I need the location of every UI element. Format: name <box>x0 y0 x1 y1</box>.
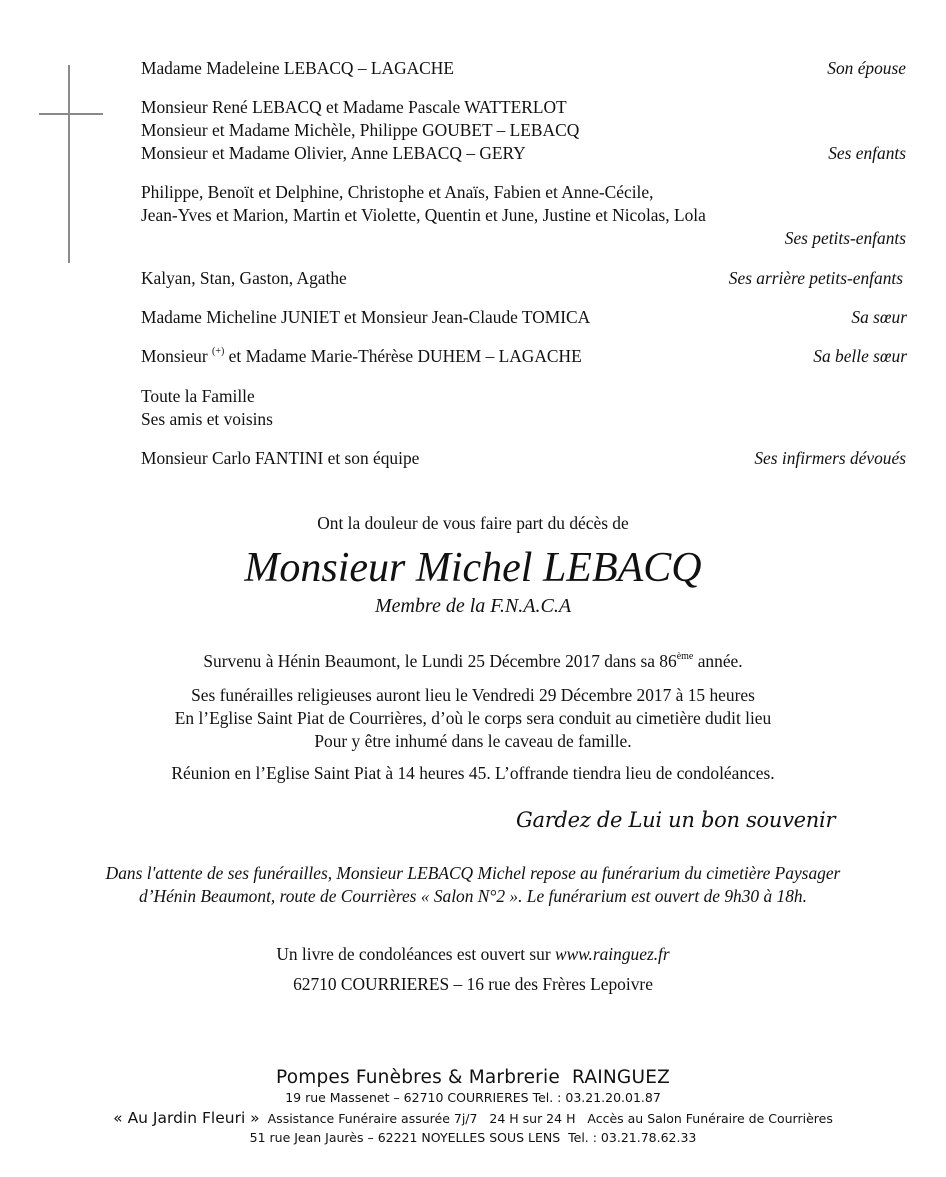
funeral-line: Ses funérailles religieuses auront lieu le Vendredi 29 Décembre 2017 à 15 heures <box>191 685 755 705</box>
family-entry-grandchildren <box>141 181 906 248</box>
deceased-marker: (+) <box>212 346 225 357</box>
funeral-details <box>0 684 946 753</box>
family-entry-friends <box>141 385 906 431</box>
family-names: Monsieur Carlo FANTINI et son équipe <box>141 448 420 468</box>
gathering-details: Réunion en l’Eglise Saint Piat à 14 heures 45. L’offrande tiendra lieu de condoléances. <box>171 763 775 783</box>
family-names: Kalyan, Stan, Gaston, Agathe <box>141 268 347 288</box>
family-entry-sister-in-law <box>141 345 906 368</box>
branch-name: « Au Jardin Fleuri » <box>113 1109 260 1127</box>
deceased-name: Monsieur Michel LEBACQ <box>244 545 702 591</box>
announcement-intro: Ont la douleur de vous faire part du décès de <box>317 513 629 533</box>
death-details: Survenu à Hénin Beaumont, le Lundi 25 Décembre 2017 dans sa 86ème année. <box>203 651 743 671</box>
family-relation: Son épouse <box>827 58 906 78</box>
company-address: 19 rue Massenet – 62710 COURRIERES Tel. : 03.21.20.01.87 <box>285 1090 661 1105</box>
condolences-address: 62710 COURRIERES – 16 rue des Frères Lepoivre <box>293 974 653 994</box>
family-entry-sister <box>141 306 906 329</box>
condolences-notice: Un livre de condoléances est ouvert sur www.rainguez.fr <box>276 944 670 964</box>
family-relation: Ses arrière petits-enfants <box>728 268 903 288</box>
cross-vertical-bar <box>68 65 70 263</box>
funeral-line: En l’Eglise Saint Piat de Courrières, d’où le corps sera conduit au cimetière dudit lieu <box>174 708 772 728</box>
family-names: Madame Micheline JUNIET et Monsieur Jean-Claude TOMICA <box>141 307 591 327</box>
family-entry-spouse <box>141 57 906 80</box>
family-names: Philippe, Benoït et Delphine, Christophe et Anaïs, Fabien et Anne-Cécile, Jean-Yves et Marion, Martin et Violette, Quentin et June, Justine et Nicolas, Lola <box>141 182 706 225</box>
family-relation: Ses petits-enfants <box>784 228 906 248</box>
family-relation: Sa sœur <box>851 307 907 327</box>
branch-address: 51 rue Jean Jaurès – 62221 NOYELLES SOUS LENS Tel. : 03.21.78.62.33 <box>249 1130 697 1145</box>
branch-info: « Au Jardin Fleuri » Assistance Funéraire assurée 7j/7 24 H sur 24 H Accès au Salon Funéraire de Courrières <box>113 1109 833 1127</box>
family-entry-nurses <box>141 447 906 470</box>
company-name: Pompes Funèbres & Marbrerie RAINGUEZ <box>276 1067 670 1088</box>
cross-horizontal-bar <box>39 113 103 115</box>
family-names: Monsieur (+) et Madame Marie-Thérèse DUHEM – LAGACHE <box>141 346 582 366</box>
funeral-line: Pour y être inhumé dans le caveau de famille. <box>314 731 632 751</box>
family-relation: Ses infirmers dévoués <box>754 448 906 468</box>
family-entry-children <box>141 96 906 165</box>
membership: Membre de la F.N.A.C.A <box>374 595 572 617</box>
website-link[interactable]: www.rainguez.fr <box>554 944 670 964</box>
motto: Gardez de Lui un bon souvenir <box>516 808 836 832</box>
family-entry-great-grandchildren <box>141 267 906 290</box>
family-names: Monsieur René LEBACQ et Madame Pascale WATTERLOT Monsieur et Madame Michèle, Philippe GOUBET – LEBACQ Monsieur et Madame Olivier, Anne LEBACQ – GERY <box>141 97 580 163</box>
family-relation: Sa belle sœur <box>813 346 907 366</box>
family-relation: Ses enfants <box>828 143 906 163</box>
family-names: Toute la Famille Ses amis et voisins <box>141 386 273 429</box>
family-names: Madame Madeleine LEBACQ – LAGACHE <box>141 58 454 78</box>
funerarium-notice: Dans l'attente de ses funérailles, Monsieur LEBACQ Michel repose au funérarium du cimetière Paysager d’Hénin Beaumont, route de Courrières « Salon N°2 ». Le funérarium est ouvert de 9h30 à 18h. <box>105 863 841 906</box>
